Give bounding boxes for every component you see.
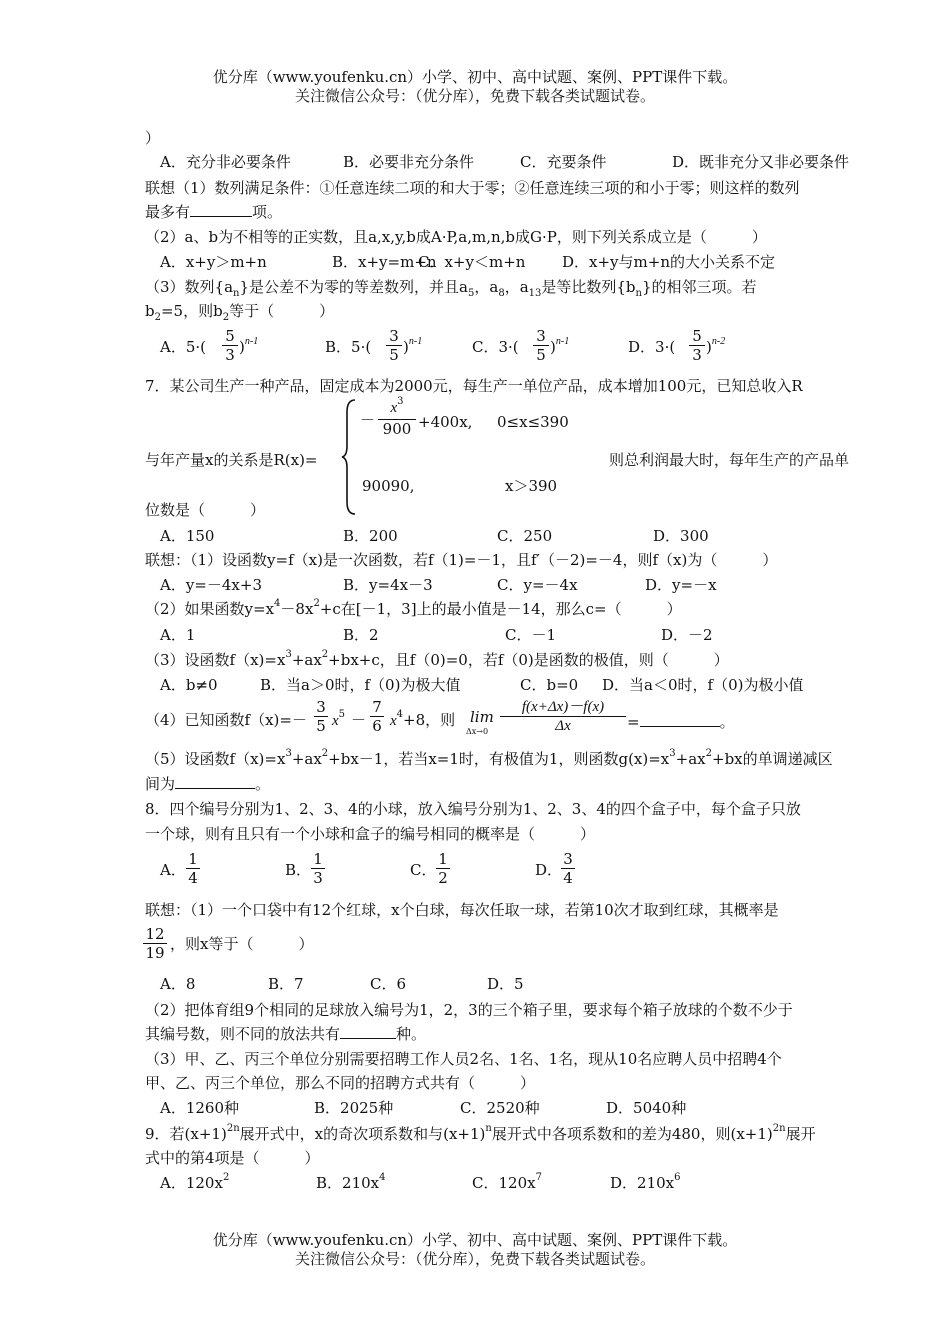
q7-case1-cond: 0≤x≤390	[497, 413, 569, 431]
header-line-2: 关注微信公众号：（优分库），免费下载各类试题试卷。	[294, 87, 655, 105]
option-d: D．5	[487, 975, 524, 993]
answer-blank	[640, 726, 720, 727]
option-a: A．y=－4x+3	[160, 576, 262, 594]
assoc-1-line-1: 联想（1）数列满足条件：①任意连续二项的和大于零；②任意连续三项的和小于零；则这样的数列	[145, 179, 800, 197]
option-a: A．150	[160, 527, 215, 545]
q7-assoc-4-frac-2: $\frac{7}{6}$	[370, 698, 384, 735]
closing-paren: ）	[145, 129, 161, 147]
assoc-3-line-2: $b_2=5$，则$b_2$等于（ ）	[145, 302, 335, 323]
q8-line-1: 8．四个编号分别为1、2、3、4的小球，放入编号分别为1、2、3、4的四个盒子中，每个盒子只放	[145, 800, 801, 818]
answer-blank	[175, 788, 255, 789]
q7-line-2: 与年产量x的关系是R(x)=	[145, 451, 318, 469]
option-c: C．充要条件	[520, 153, 607, 171]
assoc-3-line-1: （3）数列$\{a_n\}$是公差不为零的等差数列，并且$a_5$，$a_8$，$a_{13}$是等比数列$\{b_n\}$的相邻三项。若	[145, 278, 757, 299]
q7-assoc-4-answer: = 。	[627, 713, 735, 731]
q8-assoc-2-line-2: 其编号数，则不同的放法共有 种。	[145, 1025, 427, 1043]
q7-line-3: 位数是（ ）	[145, 501, 266, 519]
answer-blank	[190, 216, 252, 217]
q7-line-1: 7．某公司生产一种产品，固定成本为2000元，每生产一单位产品，成本增加100元，已知总收入R	[145, 377, 803, 395]
q7-assoc-4-frac-1: $\frac{3}{5}$	[314, 698, 328, 735]
q7-case2-cond: x＞390	[505, 477, 558, 495]
option-c-exp: )$^{n-1}$	[550, 336, 570, 356]
q8-assoc-2-line-1: （2）把体育组9个相同的足球放入编号为1，2，3的三个箱子里，要求每个箱子放球的个数不少于	[145, 1001, 793, 1019]
option-b-exp: )$^{n-1}$	[403, 336, 423, 356]
option-d: D．x+y与m+n的大小关系不定	[562, 253, 775, 271]
q7-line-2-right: 则总利润最大时，每年生产的产品单	[609, 451, 850, 469]
q7-case1-minus: －	[360, 411, 376, 429]
option-a-exp: )$^{n-1}$	[239, 336, 259, 356]
option-b: B．必要非充分条件	[343, 153, 475, 171]
option-b-fraction: $\frac{3}{5}$	[386, 327, 402, 364]
q7-assoc-1: 联想：（1）设函数y=f（x)是一次函数，若f（1)=－1，且f′（－2)=－4，则f（x)为（ ）	[145, 551, 778, 569]
option-c-label: C．	[410, 861, 437, 879]
q7-assoc-3: （3）设函数$f(x)=x^3+ax^2+bx+c$，且f（0)=0，若f（0)是函数的极值，则（ ）	[145, 649, 729, 669]
option-b-label: B．5·(	[325, 338, 372, 356]
option-c: C．250	[497, 527, 553, 545]
option-a: A．充分非必要条件	[160, 153, 291, 171]
footer-line-2: 关注微信公众号：（优分库），免费下载各类试题试卷。	[294, 1250, 655, 1268]
option-a-fraction: $\frac{1}{4}$	[186, 850, 200, 887]
option-d: D．－2	[661, 626, 713, 644]
answer-blank	[340, 1038, 396, 1039]
option-c: C．b=0	[520, 676, 579, 694]
option-c: C．6	[370, 975, 407, 993]
q7-case1-fraction: $\frac{x^3}{900}$	[378, 398, 416, 438]
q9-line-1: 9．若$(x+1)^{2n}$展开式中，x的奇次项系数和与$(x+1)^n$展开式中各项系数和的差为480，则$(x+1)^{2n}$展开	[145, 1123, 816, 1143]
option-b: B．x+y=m+n	[332, 253, 437, 271]
option-a-label: A．	[160, 861, 186, 879]
assoc-2-stem: （2）a、b为不相等的正实数，且a,x,y,b成A·P,a,m,n,b成G·P，则下列关系成立是（ ）	[145, 228, 767, 246]
option-a: A．$120x^2$	[160, 1172, 230, 1192]
option-d: D．5040种	[606, 1099, 687, 1117]
q8-assoc-1-line-1: 联想：（1）一个口袋中有12个红球，x个白球，每次任取一球，若第10次才取到红球，其概率是	[145, 901, 779, 919]
q7-assoc-4-term-1: $x^5$ －	[332, 709, 367, 729]
option-d-exp: )$^{n-2}$	[706, 336, 726, 356]
option-b: B．y=4x－3	[343, 576, 433, 594]
option-c: C．y=－4x	[497, 576, 578, 594]
option-b-fraction: $\frac{1}{3}$	[311, 850, 325, 887]
option-d: D．当a＜0时，f（0)为极小值	[602, 676, 804, 694]
option-d: D．300	[653, 527, 709, 545]
footer-line-1: 优分库（www.youfenku.cn）小学、初中、高中试题、案例、PPT课件下载。	[212, 1231, 738, 1249]
q7-assoc-4-lead: （4）已知函数f（x)=－	[145, 711, 307, 729]
option-a-fraction: $\frac{5}{3}$	[222, 327, 238, 364]
q7-case2-value: 90090,	[362, 477, 415, 495]
q7-assoc-4-difference-quotient: $\frac{f(x+\Delta x)-f(x)}{\Delta x}$	[500, 698, 626, 735]
option-b: B．2	[343, 626, 379, 644]
option-c: C．$120x^7$	[472, 1172, 542, 1192]
option-b: B．7	[268, 975, 304, 993]
option-c: C．－1	[505, 626, 557, 644]
q7-assoc-4-lim: lim	[470, 708, 494, 726]
q9-line-2: 式中的第4项是（ ）	[145, 1149, 320, 1167]
option-c-label: C．3·(	[472, 338, 519, 356]
option-c: C．x+y＜m+n	[418, 253, 526, 271]
q7-assoc-2: （2）如果函数$y=x^4-8x^2+c$在[－1，3]上的最小值是－14，那么c=（ ）	[145, 598, 682, 618]
q7-assoc-4-lim-sub: Δx→0	[466, 727, 489, 736]
option-d-label: D．	[535, 861, 563, 879]
option-a: A．b≠0	[160, 676, 218, 694]
option-c-fraction: $\frac{3}{5}$	[533, 327, 549, 364]
q8-assoc-3-line-1: （3）甲、乙、丙三个单位分别需要招聘工作人员2名、1名、1名，现从10名应聘人员中招聘4个	[145, 1050, 782, 1068]
option-b: B．2025种	[314, 1099, 394, 1117]
q8-assoc-3-line-2: 甲、乙、丙三个单位，那么不同的招聘方式共有（ ）	[145, 1074, 536, 1092]
option-d: D．y=－x	[645, 576, 717, 594]
q7-assoc-4-term-2: $x^4+8$，则	[390, 709, 456, 729]
option-a: A．x+y＞m+n	[160, 253, 267, 271]
q7-case1-rest: +400x,	[418, 413, 473, 431]
q8-assoc-1-probability: $\frac{12}{19}$	[143, 925, 167, 962]
assoc-1-line-2: 最多有 项。	[145, 203, 283, 221]
option-d-label: D．3·(	[628, 338, 676, 356]
header-line-1: 优分库（www.youfenku.cn）小学、初中、高中试题、案例、PPT课件下载。	[212, 68, 738, 86]
option-c-fraction: $\frac{1}{2}$	[436, 850, 450, 887]
piecewise-brace	[340, 398, 358, 516]
option-d-fraction: $\frac{5}{3}$	[689, 327, 705, 364]
option-d: D．既非充分又非必要条件	[672, 153, 850, 171]
option-a-label: A．5·(	[160, 338, 206, 356]
option-d: D．$210x^6$	[610, 1172, 681, 1192]
q7-assoc-5-line-2: 间为 。	[145, 775, 271, 793]
option-d-fraction: $\frac{3}{4}$	[561, 850, 575, 887]
option-a: A．1260种	[160, 1099, 240, 1117]
option-b: B．当a＞0时，f（0)为极大值	[260, 676, 461, 694]
option-b: B．$210x^4$	[316, 1172, 386, 1192]
q7-assoc-5-line-1: （5）设函数$f(x)=x^3+ax^2+bx-1$，若当x=1时，有极值为1，则函数$g(x)=x^3+ax^2+bx$的单调递减区	[145, 748, 833, 768]
q8-assoc-1-line-2: ，则x等于（ ）	[170, 935, 314, 953]
option-a: A．8	[160, 975, 196, 993]
option-b-label: B．	[285, 861, 312, 879]
option-c: C．2520种	[460, 1099, 540, 1117]
option-a: A．1	[160, 626, 196, 644]
q8-line-2: 一个球，则有且只有一个小球和盒子的编号相同的概率是（ ）	[145, 825, 596, 843]
option-b: B．200	[343, 527, 398, 545]
